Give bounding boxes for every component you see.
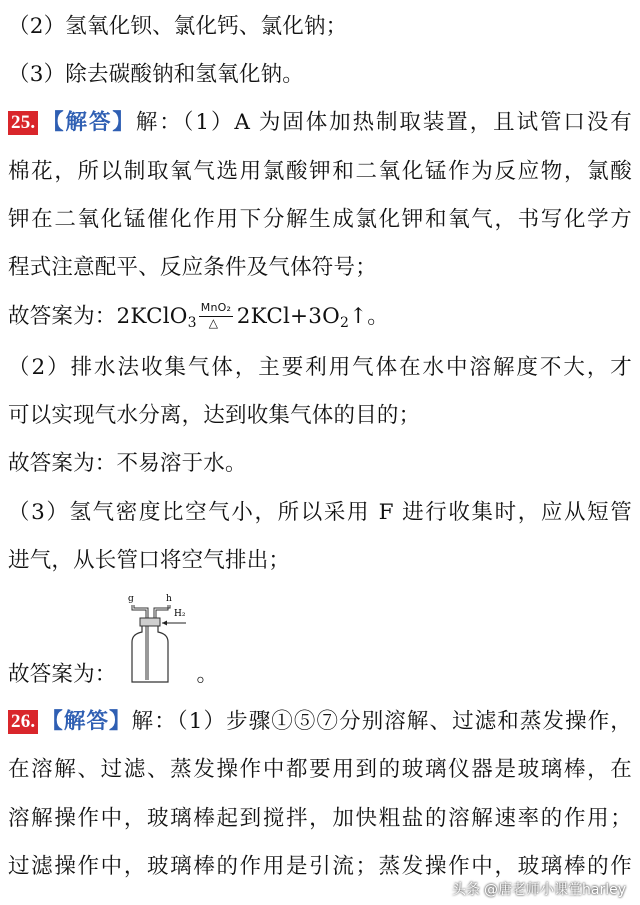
answer-line: 过滤操作中，玻璃棒的作用是引流；蒸发操作中，玻璃棒的作 — [8, 854, 632, 879]
answer-line: 棉花，所以制取氧气选用氯酸钾和二氧化锰作为反应物，氯酸 — [8, 159, 632, 184]
answer-text: 解：（1）步骤①⑤⑦分别溶解、过滤和蒸发操作， — [131, 709, 633, 734]
answer-line: （3）除去碳酸钠和氢氧化钠。 — [8, 62, 304, 87]
answer-line: （2）氢氧化钡、氯化钙、氯化钠； — [8, 14, 348, 39]
answer-tag: 【解答】 — [40, 709, 132, 734]
equation-reactant: 2KClO — [116, 304, 188, 329]
catalyst-label: MnO₂ — [200, 301, 232, 314]
answer-line: 程式注意配平、反应条件及气体符号； — [8, 255, 377, 280]
answer-line: 溶解操作中，玻璃棒起到搅拌，加快粗盐的溶解速率的作用； — [8, 806, 632, 831]
equation-line — [8, 302, 632, 332]
answer-text: 解：（1）A 为固体加热制取装置，且试管口没有 — [135, 110, 632, 135]
equation-subscript: 3 — [187, 315, 197, 331]
label-h: h — [166, 594, 172, 604]
answer-line: 故答案为：不易溶于水。 — [8, 451, 247, 476]
answer-line — [8, 660, 632, 690]
label-h2: H₂ — [174, 609, 186, 619]
question-25-header — [8, 108, 632, 138]
equation-subscript: 2 — [339, 315, 350, 331]
answer-line: （2）排水法收集气体，主要利用气体在水中溶解度不大，才 — [8, 355, 632, 380]
watermark — [452, 879, 626, 899]
answer-tag: 【解答】 — [40, 110, 136, 135]
watermark-author: @唐老师小课堂harley — [484, 882, 626, 898]
answer-line: 在溶解、过滤、蒸发操作中都要用到的玻璃仪器是玻璃棒，在 — [8, 757, 632, 782]
heat-symbol: △ — [208, 316, 219, 330]
question-number-26: 26. — [8, 710, 38, 734]
equation-product: 2KCl+3O — [236, 304, 340, 329]
answer-line: 可以实现气水分离，达到收集气体的目的； — [8, 403, 421, 428]
answer-line: 进气，从长管口将空气排出； — [8, 548, 291, 573]
question-26-header — [8, 707, 632, 737]
question-number-25: 25. — [8, 111, 38, 135]
answer-line: （3）氢气密度比空气小，所以采用 F 进行收集时，应从短管 — [8, 500, 632, 525]
answer-prefix: 故答案为： — [8, 304, 117, 329]
label-g: g — [128, 594, 134, 604]
equation-end: ↑。 — [349, 304, 389, 329]
answer-prefix: 故答案为： — [8, 662, 117, 687]
answer-end: 。 — [196, 662, 219, 687]
reaction-condition — [199, 302, 235, 332]
watermark-brand: 头条 — [452, 882, 480, 898]
answer-line: 钾在二氧化锰催化作用下分解生成氯化钾和氧气，书写化学方 — [8, 207, 632, 232]
